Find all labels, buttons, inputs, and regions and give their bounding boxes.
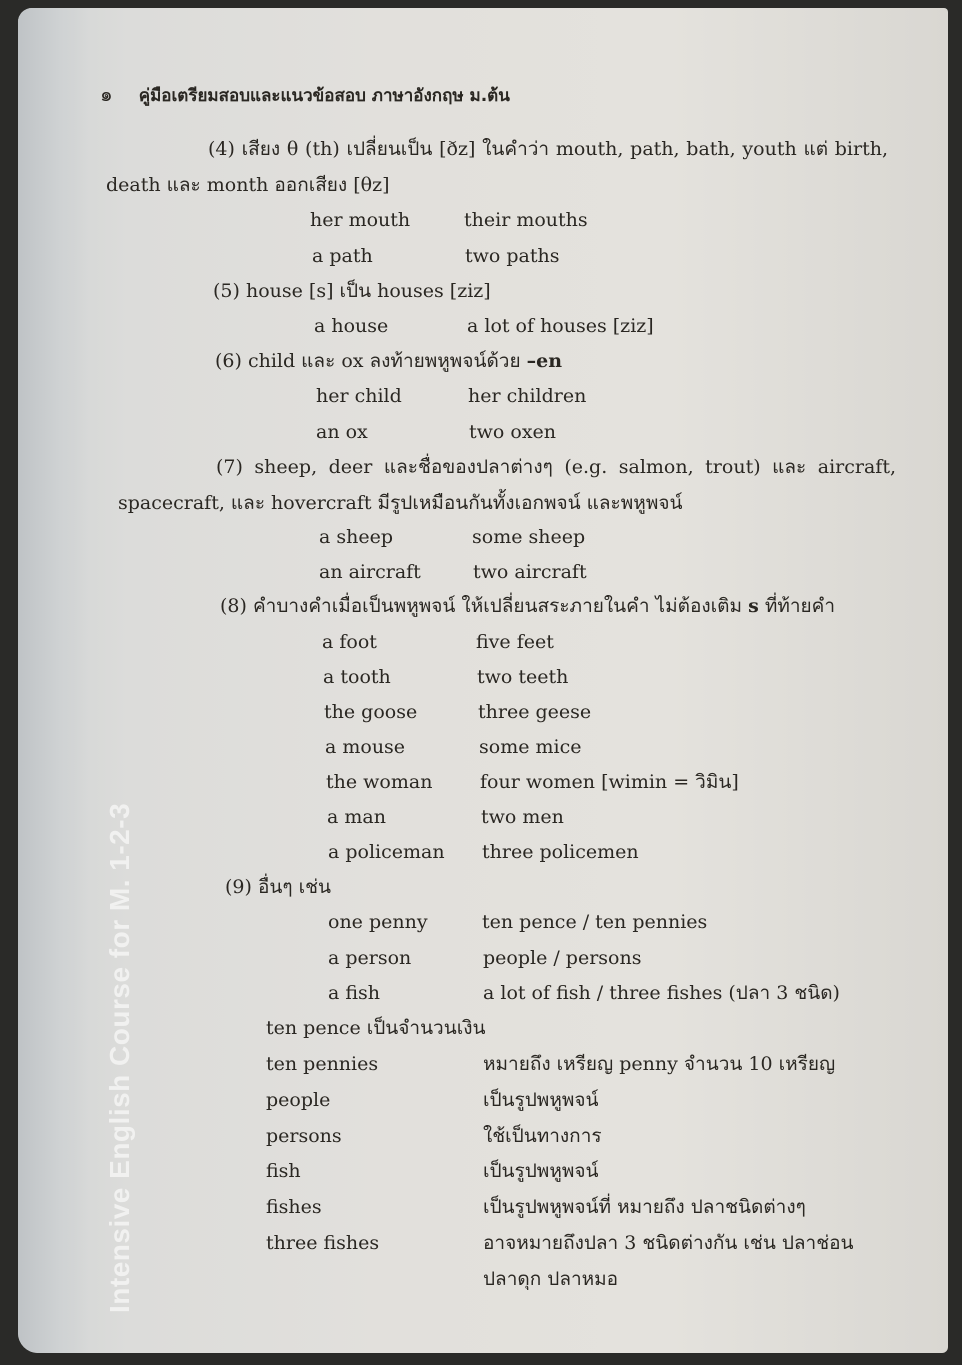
example-plural: some mice <box>479 736 582 758</box>
example-singular: her mouth <box>310 209 411 231</box>
example-singular: a policeman <box>328 841 445 863</box>
section-8-text-a: (8) คำบางคำเมื่อเป็นพหูพจน์ ให้เปลี่ยนสระภายในคำ ไม่ต้องเติม <box>220 595 743 617</box>
section-8-letter-s: s <box>748 595 759 617</box>
section-4-paragraph <box>106 131 888 203</box>
example-singular: her child <box>316 385 402 407</box>
example-plural: five feet <box>476 631 554 653</box>
note-term: persons <box>266 1125 342 1147</box>
note-meaning: เป็นรูปพหูพจน์ <box>483 1160 599 1182</box>
example-singular: a sheep <box>319 526 394 548</box>
example-singular: the woman <box>326 771 433 793</box>
section-5-heading: (5) house [s] เป็น houses [ziz] <box>213 280 491 302</box>
notes-intro: ten pence เป็นจำนวนเงิน <box>266 1017 486 1039</box>
section-7-line-2: spacecraft, และ hovercraft มีรูปเหมือนกันทั้งเอกพจน์ และพหูพจน์ <box>118 492 683 514</box>
example-plural: a lot of fish / three fishes (ปลา 3 ชนิด) <box>483 982 840 1004</box>
example-plural: two paths <box>465 245 560 267</box>
example-singular: a fish <box>328 982 381 1004</box>
page-header <box>100 78 510 110</box>
example-plural: three policemen <box>482 841 639 863</box>
note-meaning-continuation: ปลาดุก ปลาหมอ <box>483 1268 619 1290</box>
spine-shadow <box>18 8 88 1353</box>
page-number: ๑ <box>100 82 113 106</box>
note-meaning: หมายถึง เหรียญ penny จำนวน 10 เหรียญ <box>483 1053 836 1075</box>
example-singular: an aircraft <box>319 561 421 583</box>
note-term: fishes <box>266 1196 322 1218</box>
example-plural: four women [wimin = วิมิน] <box>480 771 739 793</box>
note-term: three fishes <box>266 1232 380 1254</box>
spine-watermark: Intensive English Course for M. 1-2-3 <box>104 802 135 1313</box>
example-plural: two aircraft <box>473 561 587 583</box>
note-meaning: เป็นรูปพหูพจน์ <box>483 1089 599 1111</box>
note-term: people <box>266 1089 331 1111</box>
note-meaning: เป็นรูปพหูพจน์ที่ หมายถึง ปลาชนิดต่างๆ <box>483 1196 806 1218</box>
example-plural: ten pence / ten pennies <box>482 911 708 933</box>
example-singular: a path <box>312 245 373 267</box>
example-singular: a man <box>327 806 386 828</box>
example-plural: their mouths <box>464 209 588 231</box>
section-4-line-2: death และ month ออกเสียง [θz] <box>106 174 390 196</box>
section-6-heading <box>215 349 562 373</box>
example-plural: a lot of houses [ziz] <box>467 315 654 337</box>
example-singular: the goose <box>324 701 418 723</box>
example-plural: two teeth <box>477 666 569 688</box>
note-term: ten pennies <box>266 1053 379 1075</box>
example-plural: two oxen <box>469 421 557 443</box>
section-6-suffix: –en <box>526 350 563 372</box>
example-singular: a foot <box>322 631 377 653</box>
example-plural: her children <box>468 385 587 407</box>
page-title: คู่มือเตรียมสอบและแนวข้อสอบ ภาษาอังกฤษ ม.ต้น <box>138 86 510 106</box>
section-9-heading: (9) อื่นๆ เช่น <box>225 876 331 898</box>
section-7-paragraph <box>118 449 896 521</box>
example-plural: people / persons <box>483 947 642 969</box>
example-singular: a mouse <box>325 736 406 758</box>
example-singular: a person <box>328 947 412 969</box>
note-meaning: ใช้เป็นทางการ <box>483 1125 602 1147</box>
section-7-line-1: (7) sheep, deer และชื่อของปลาต่างๆ (e.g. salmon, trout) และ aircraft, <box>216 456 896 478</box>
section-4-line-1: (4) เสียง θ (th) เปลี่ยนเป็น [ðz] ในคำว่า mouth, path, bath, youth แต่ birth, <box>208 138 888 160</box>
example-singular: a house <box>314 315 389 337</box>
section-8-text-b: ที่ท้ายคำ <box>764 595 836 617</box>
example-plural: three geese <box>478 701 592 723</box>
example-plural: two men <box>481 806 564 828</box>
section-8-heading <box>220 594 835 618</box>
example-singular: an ox <box>316 421 368 443</box>
example-plural: some sheep <box>472 526 586 548</box>
example-singular: a tooth <box>323 666 391 688</box>
note-meaning: อาจหมายถึงปลา 3 ชนิดต่างกัน เช่น ปลาช่อน <box>483 1232 854 1254</box>
section-6-text: (6) child และ ox ลงท้ายพหูพจน์ด้วย <box>215 350 521 372</box>
example-singular: one penny <box>328 911 428 933</box>
note-term: fish <box>266 1160 301 1182</box>
